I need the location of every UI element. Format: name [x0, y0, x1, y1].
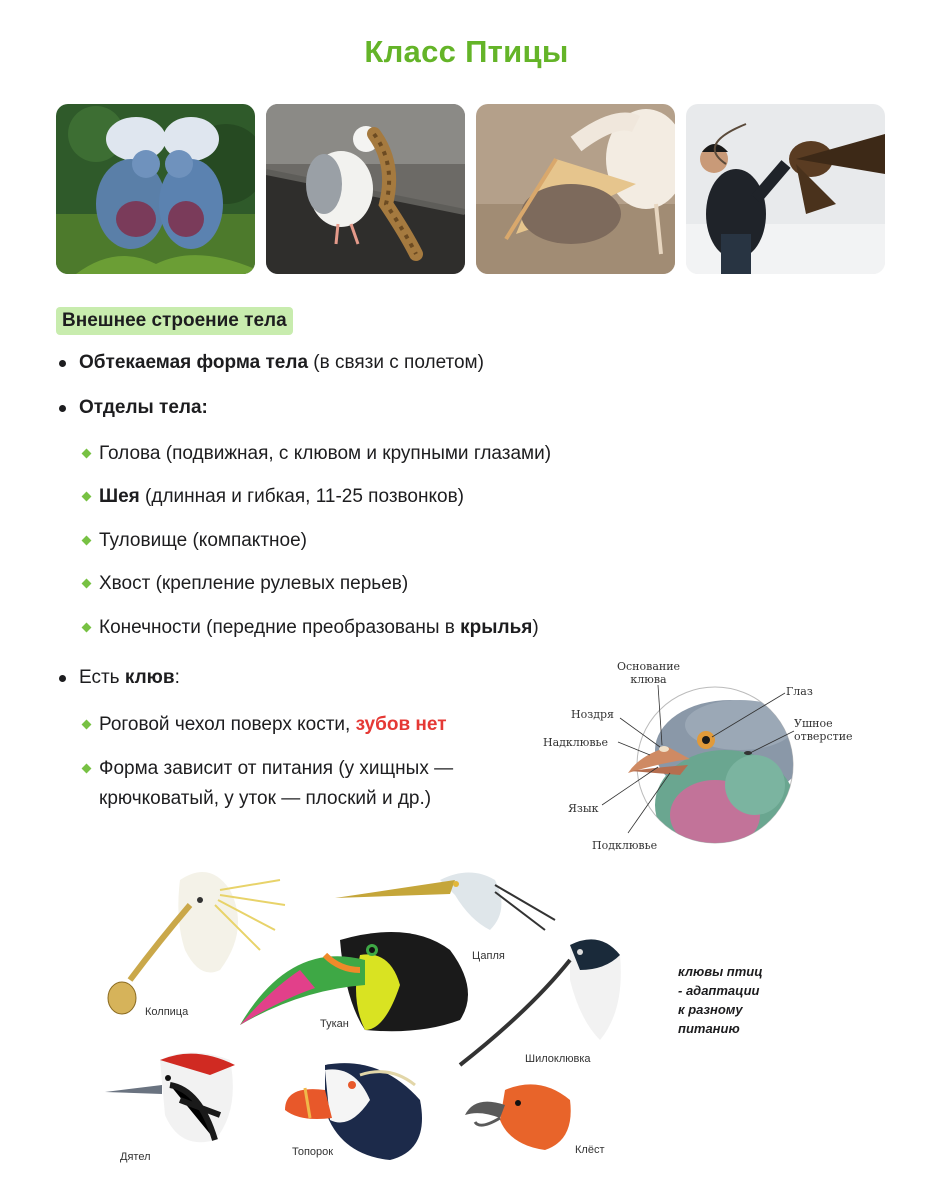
bullet-text: : [174, 667, 180, 688]
label-upper-beak: Надклювье [543, 736, 609, 749]
label-spoonbill: Колпица [145, 1006, 189, 1018]
bullet-body-sections [79, 394, 208, 422]
bullet-streamlined-body [79, 349, 484, 377]
heron-head [335, 873, 555, 931]
falconer-with-eagle-photo [686, 104, 885, 274]
sub-bullet-text: Роговой чехол поверх кости, [99, 714, 356, 735]
bullet-dot [59, 360, 66, 367]
crowned-pigeons-photo [56, 104, 255, 274]
sub-bullet-bold-text: крылья [460, 617, 533, 638]
bullet-text: Есть [79, 667, 125, 688]
label-beak-base [617, 660, 680, 686]
sub-bullet-diamond [82, 764, 92, 774]
woodpecker-head [105, 1053, 235, 1143]
toucan-head [240, 932, 468, 1031]
label-toucan: Тукан [320, 1018, 349, 1030]
page-title: Класс Птицы [364, 34, 569, 69]
label-woodpecker: Дятел [120, 1151, 151, 1163]
label-beak-base-line1: Основание [617, 660, 681, 673]
sub-bullet-head: Голова (подвижная, с клювом и крупными глазами) [99, 443, 552, 464]
note-line: питанию [678, 1021, 740, 1036]
label-eye: Глаз [786, 685, 813, 698]
label-heron: Цапля [472, 950, 505, 962]
sub-bullet-diamond [82, 449, 92, 459]
section-heading: Внешнее строение тела [56, 307, 293, 335]
note-line: клювы птиц [678, 964, 763, 979]
spoonbill-head [108, 872, 285, 1014]
sub-bullet-text: (длинная и гибкая, 11-25 позвонков) [139, 486, 464, 507]
gull-eating-fish-photo [266, 104, 465, 274]
beak-adaptation-note [678, 962, 798, 1038]
sub-bullet-horn-sheath [99, 711, 447, 739]
label-beak-base-line2: клюва [630, 673, 667, 686]
label-nostril: Ноздря [571, 708, 614, 721]
label-ear-line2: отверстие [794, 730, 853, 743]
sub-bullet-diamond [82, 720, 92, 730]
bird-head-diagram [540, 655, 870, 855]
label-puffin: Топорок [292, 1146, 334, 1158]
bullet-beak [79, 664, 180, 692]
sub-bullet-torso: Туловище (компактное) [99, 530, 307, 551]
pelican-swallowing-bird-photo [476, 104, 675, 274]
sub-bullet-diamond [82, 579, 92, 589]
label-tongue: Язык [568, 802, 599, 815]
note-line: к разному [678, 1002, 743, 1017]
sub-bullet-shape-line2: крючковатый, у уток — плоский и др.) [99, 788, 432, 809]
label-ear-line1: Ушное [794, 717, 833, 730]
label-ear-opening [794, 717, 853, 743]
sub-bullet-shape-line1: Форма зависит от питания (у хищных — [99, 758, 454, 779]
bullet-dot [59, 675, 66, 682]
sub-bullet-bold-text: Шея [99, 486, 140, 507]
no-teeth-highlight: зубов нет [355, 714, 447, 735]
photo-strip [56, 104, 885, 274]
sub-bullet-diamond [82, 536, 92, 546]
sub-bullet-diamond [82, 492, 92, 502]
bullet-text: (в связи с полетом) [308, 352, 484, 373]
sub-bullet-diamond [82, 623, 92, 633]
sub-bullet-limbs [99, 614, 539, 642]
label-lower-beak: Подклювье [592, 839, 658, 852]
bullet-bold-text: Обтекаемая форма тела [79, 352, 309, 373]
bullet-dot [59, 405, 66, 412]
bullet-bold-text: Отделы тела: [79, 397, 208, 418]
crossbill-head [465, 1084, 571, 1150]
label-ibis: Шилоклювка [525, 1053, 591, 1065]
sub-bullet-text: Конечности (передние преобразованы в [99, 617, 461, 638]
bullet-bold-text: клюв [124, 667, 175, 688]
sub-bullet-tail: Хвост (крепление рулевых перьев) [99, 573, 409, 594]
sub-bullet-neck [99, 483, 464, 511]
label-crossbill: Клёст [575, 1144, 605, 1156]
sub-bullet-text: ) [532, 617, 539, 638]
note-line: - адаптации [678, 983, 760, 998]
